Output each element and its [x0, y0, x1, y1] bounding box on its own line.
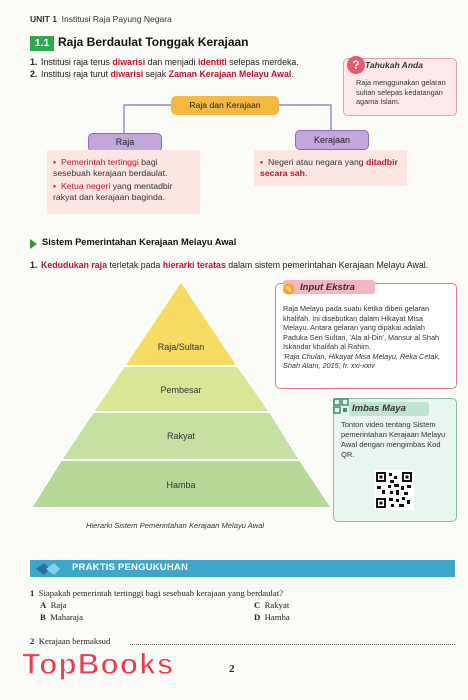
question-1-option-c: C Rakyat: [254, 600, 290, 610]
intro-item-1: 1. Institusi raja terus diwarisi dan menjadi identiti selepas merdeka.: [30, 57, 299, 67]
qr-code[interactable]: [374, 470, 414, 510]
svg-text:TopBooks: TopBooks: [22, 648, 175, 681]
tahukah-anda-text: Raja menggunakan gelaran sultan selepas kedatangan agama Islam.: [356, 78, 446, 106]
pyramid-caption: Hierarki Sistem Pemerintahan Kerajaan Melayu Awal: [86, 521, 265, 530]
input-ekstra-source: Raja Chulan, Hikayat Misa Melayu, Reka Cetak, Shah Alam, 2015, h. xxi-xxiv: [283, 351, 441, 370]
page-number: 2: [229, 663, 235, 675]
diagram-node-kerajaan: Kerajaan: [295, 130, 369, 150]
question-1-option-b: B Maharaja: [40, 612, 83, 622]
intro-item-2: 2. Institusi raja turut diwarisi sejak Zaman Kerajaan Melayu Awal.: [30, 69, 294, 79]
svg-text:✎: ✎: [285, 285, 293, 294]
unit-title: Institusi Raja Payung Negara: [61, 14, 172, 24]
kerajaan-bullet-1: • Negeri atau negara yang ditadbir secara sah.: [260, 157, 398, 178]
imbas-maya-title: Imbas Maya: [352, 403, 406, 414]
qr-scan-icon: [333, 398, 349, 414]
question-1-option-a: A Raja: [40, 600, 67, 610]
question-icon: ?: [347, 56, 365, 74]
question-1-option-d: D Hamba: [254, 612, 290, 622]
subsection-title: Sistem Pemerintahan Kerajaan Melayu Awal: [42, 237, 237, 247]
section-number: 1.1: [30, 36, 54, 51]
diagram-root-node: Raja dan Kerajaan: [171, 96, 279, 115]
pyramid-level-raja: [124, 281, 238, 366]
raja-bullet-1: • Pemerintah tertinggi bagi sesebuah kerajaan berdaulat.: [53, 157, 168, 178]
input-ekstra-title: Input Ekstra: [300, 282, 355, 293]
topbooks-logo: [20, 644, 202, 684]
tahukah-anda-title: Tahukah Anda: [365, 60, 423, 70]
point-1: 1. Kedudukan raja terletak pada hierarki teratas dalam sistem pemerintahan Kerajaan Melayu Awal.: [30, 260, 429, 270]
pyramid-label-raja: Raja/Sultan: [157, 342, 205, 352]
raja-bullet-2: • Ketua negeri yang mentadbir rakyat dan kerajaan baginda.: [53, 181, 173, 202]
pyramid-label-hamba: Hamba: [166, 480, 196, 490]
imbas-maya-text: Tonton video tentang Sistem pemerintahan Kerajaan Melayu Awal dengan mengimbas Kod QR.: [341, 420, 446, 459]
praktis-chevron-icon: [36, 562, 66, 576]
pyramid-label-pembesar: Pembesar: [160, 385, 202, 395]
section-title: Raja Berdaulat Tonggak Kerajaan: [58, 35, 249, 49]
praktis-title: PRAKTIS PENGUKUHAN: [72, 562, 189, 573]
question-1: 1 Siapakah pemerintah tertinggi bagi sesebuah kerajaan yang berdaulat?: [30, 588, 284, 598]
input-ekstra-text: Raja Melayu pada suatu ketika diberi gelaran khalifah. Ini disebutkan dalam Hikayat Misa Melayu. Antara gelaran yang dipakai adalah Paduka Seri Sultan, 'Ala al-Din', Mansur al Shah Iskandar khalifah al Rahim. 'Raja Chulan, Hikayat Misa Melayu, Reka Cetak, Shah Alam, 2015, h. xxi-xxiv: [283, 304, 441, 370]
unit-number: UNIT 1: [30, 14, 57, 24]
question-2: 2 Kerajaan bermaksud: [30, 636, 111, 646]
pen-icon: [282, 283, 296, 295]
pyramid-label-rakyat: Rakyat: [166, 431, 196, 441]
diagram-node-raja: Raja: [88, 133, 162, 152]
